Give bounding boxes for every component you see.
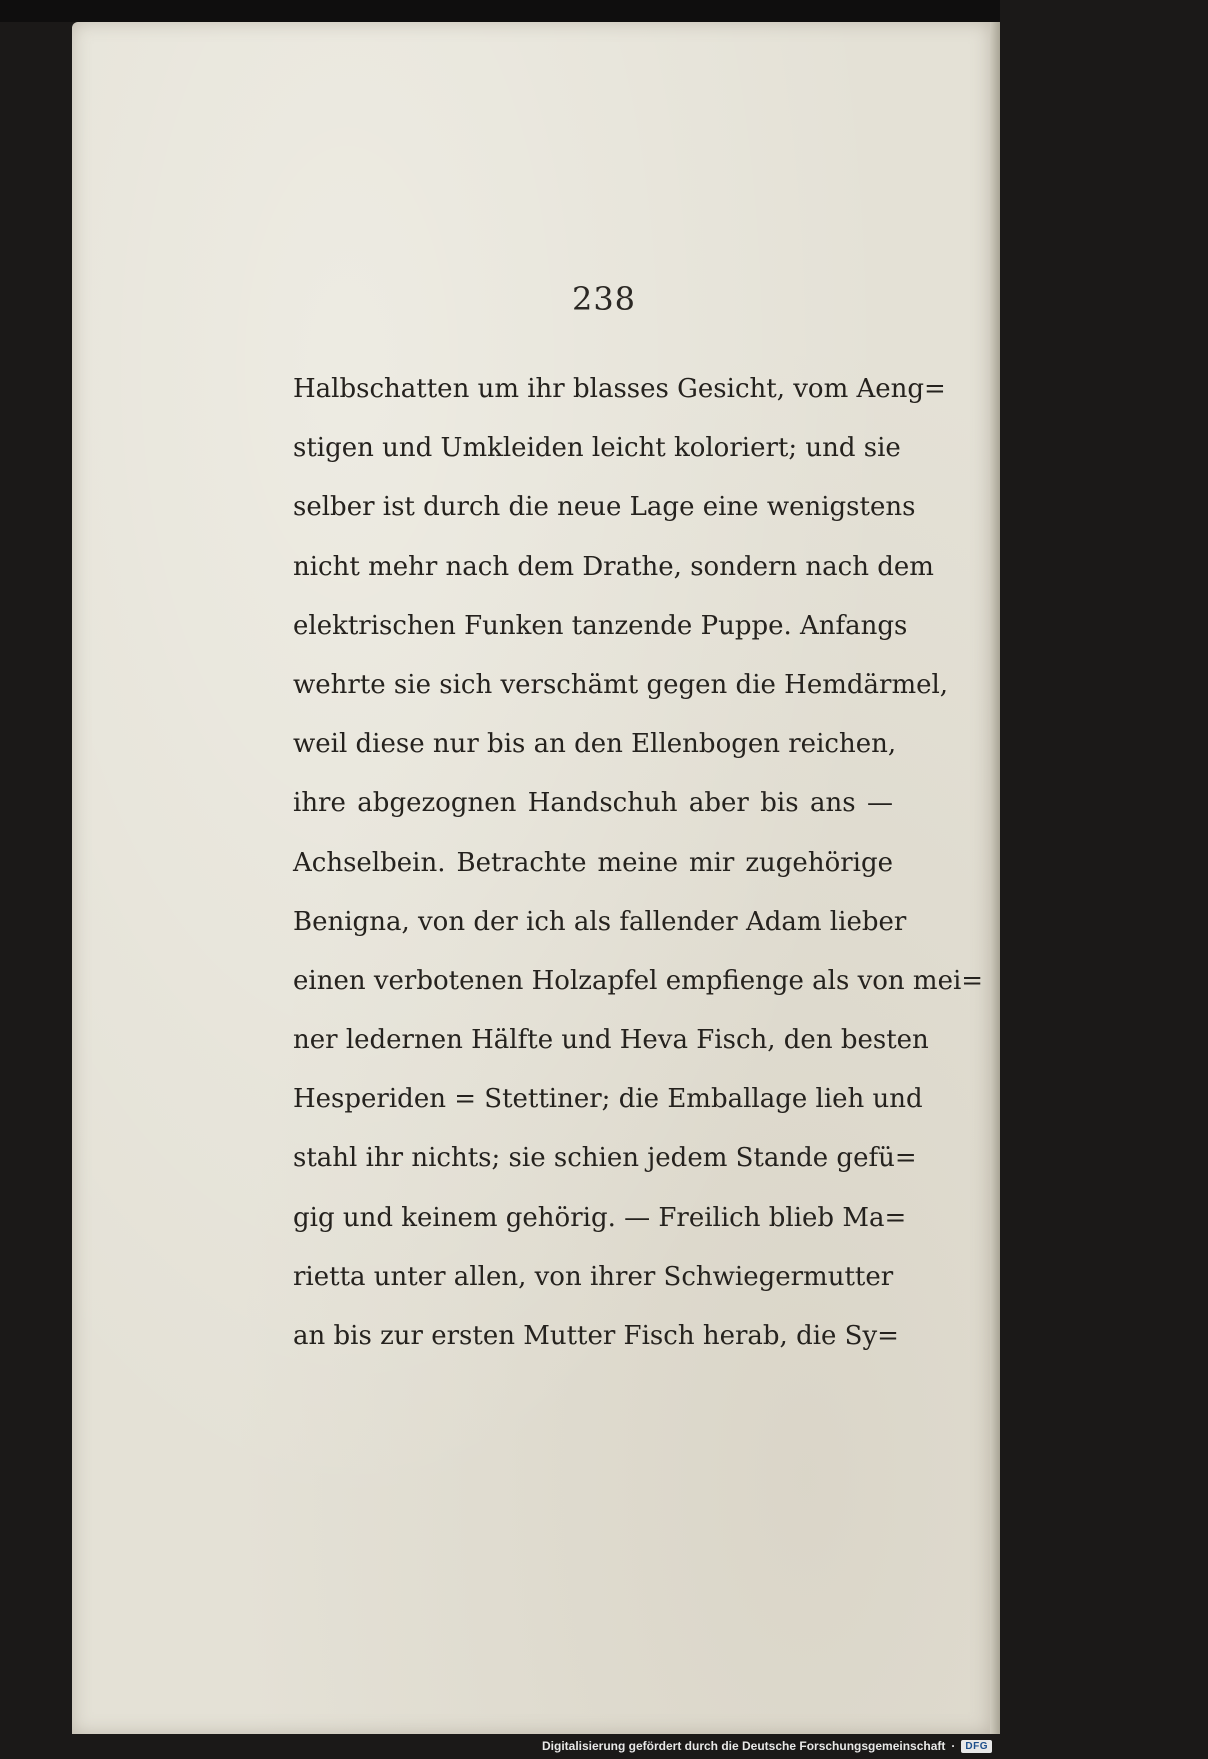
page-edge (990, 22, 1000, 1734)
text-line: selber ist durch die neue Lage eine wenigstens (293, 492, 916, 523)
credit-text: Digitalisierung gefördert durch die Deutsche Forschungsgemeinschaft (541, 1739, 946, 1753)
text-line: elektrischen Funken tanzende Puppe. Anfangs (293, 610, 908, 641)
text-line: gig und keinem gehörig. — Freilich blieb Ma= (293, 1202, 907, 1233)
digitization-credit: Digitalisierung gefördert durch die Deutsche Forschungsgemeinschaft · DFG (542, 1737, 992, 1755)
text-line: an bis zur ersten Mutter Fisch herab, die Sy= (293, 1321, 899, 1351)
scan-top-border (0, 0, 1000, 22)
text-line: Halbschatten um ihr blasses Gesicht, vom Aeng= (293, 374, 946, 404)
text-line: ihre abgezognen Handschuh aber bis ans — (293, 788, 893, 819)
text-line: Benigna, von der ich als fallender Adam lieber (293, 906, 907, 937)
text-line: stahl ihr nichts; sie schien jedem Stande gefü= (293, 1143, 917, 1174)
page-number: 238 (571, 280, 637, 318)
dfg-logo-icon: DFG (961, 1740, 992, 1753)
text-line: Achselbein. Betrachte meine mir zugehörige (293, 847, 893, 878)
text-line: ner ledernen Hälfte und Heva Fisch, den besten (293, 1025, 929, 1056)
text-line: Hesperiden = Stettiner; die Emballage lieh und (293, 1084, 923, 1115)
page-text (293, 360, 984, 1366)
text-line: einen verbotenen Holzapfel empfienge als von mei= (293, 965, 984, 996)
text-line: wehrte sie sich verschämt gegen die Hemdärmel, (293, 669, 949, 700)
text-line: stigen und Umkleiden leicht koloriert; und sie (293, 433, 901, 464)
text-line: rietta unter allen, von ihrer Schwiegermutter (293, 1261, 894, 1292)
text-line: weil diese nur bis an den Ellenbogen reichen, (293, 729, 897, 760)
text-line: nicht mehr nach dem Drathe, sondern nach dem (293, 551, 934, 582)
